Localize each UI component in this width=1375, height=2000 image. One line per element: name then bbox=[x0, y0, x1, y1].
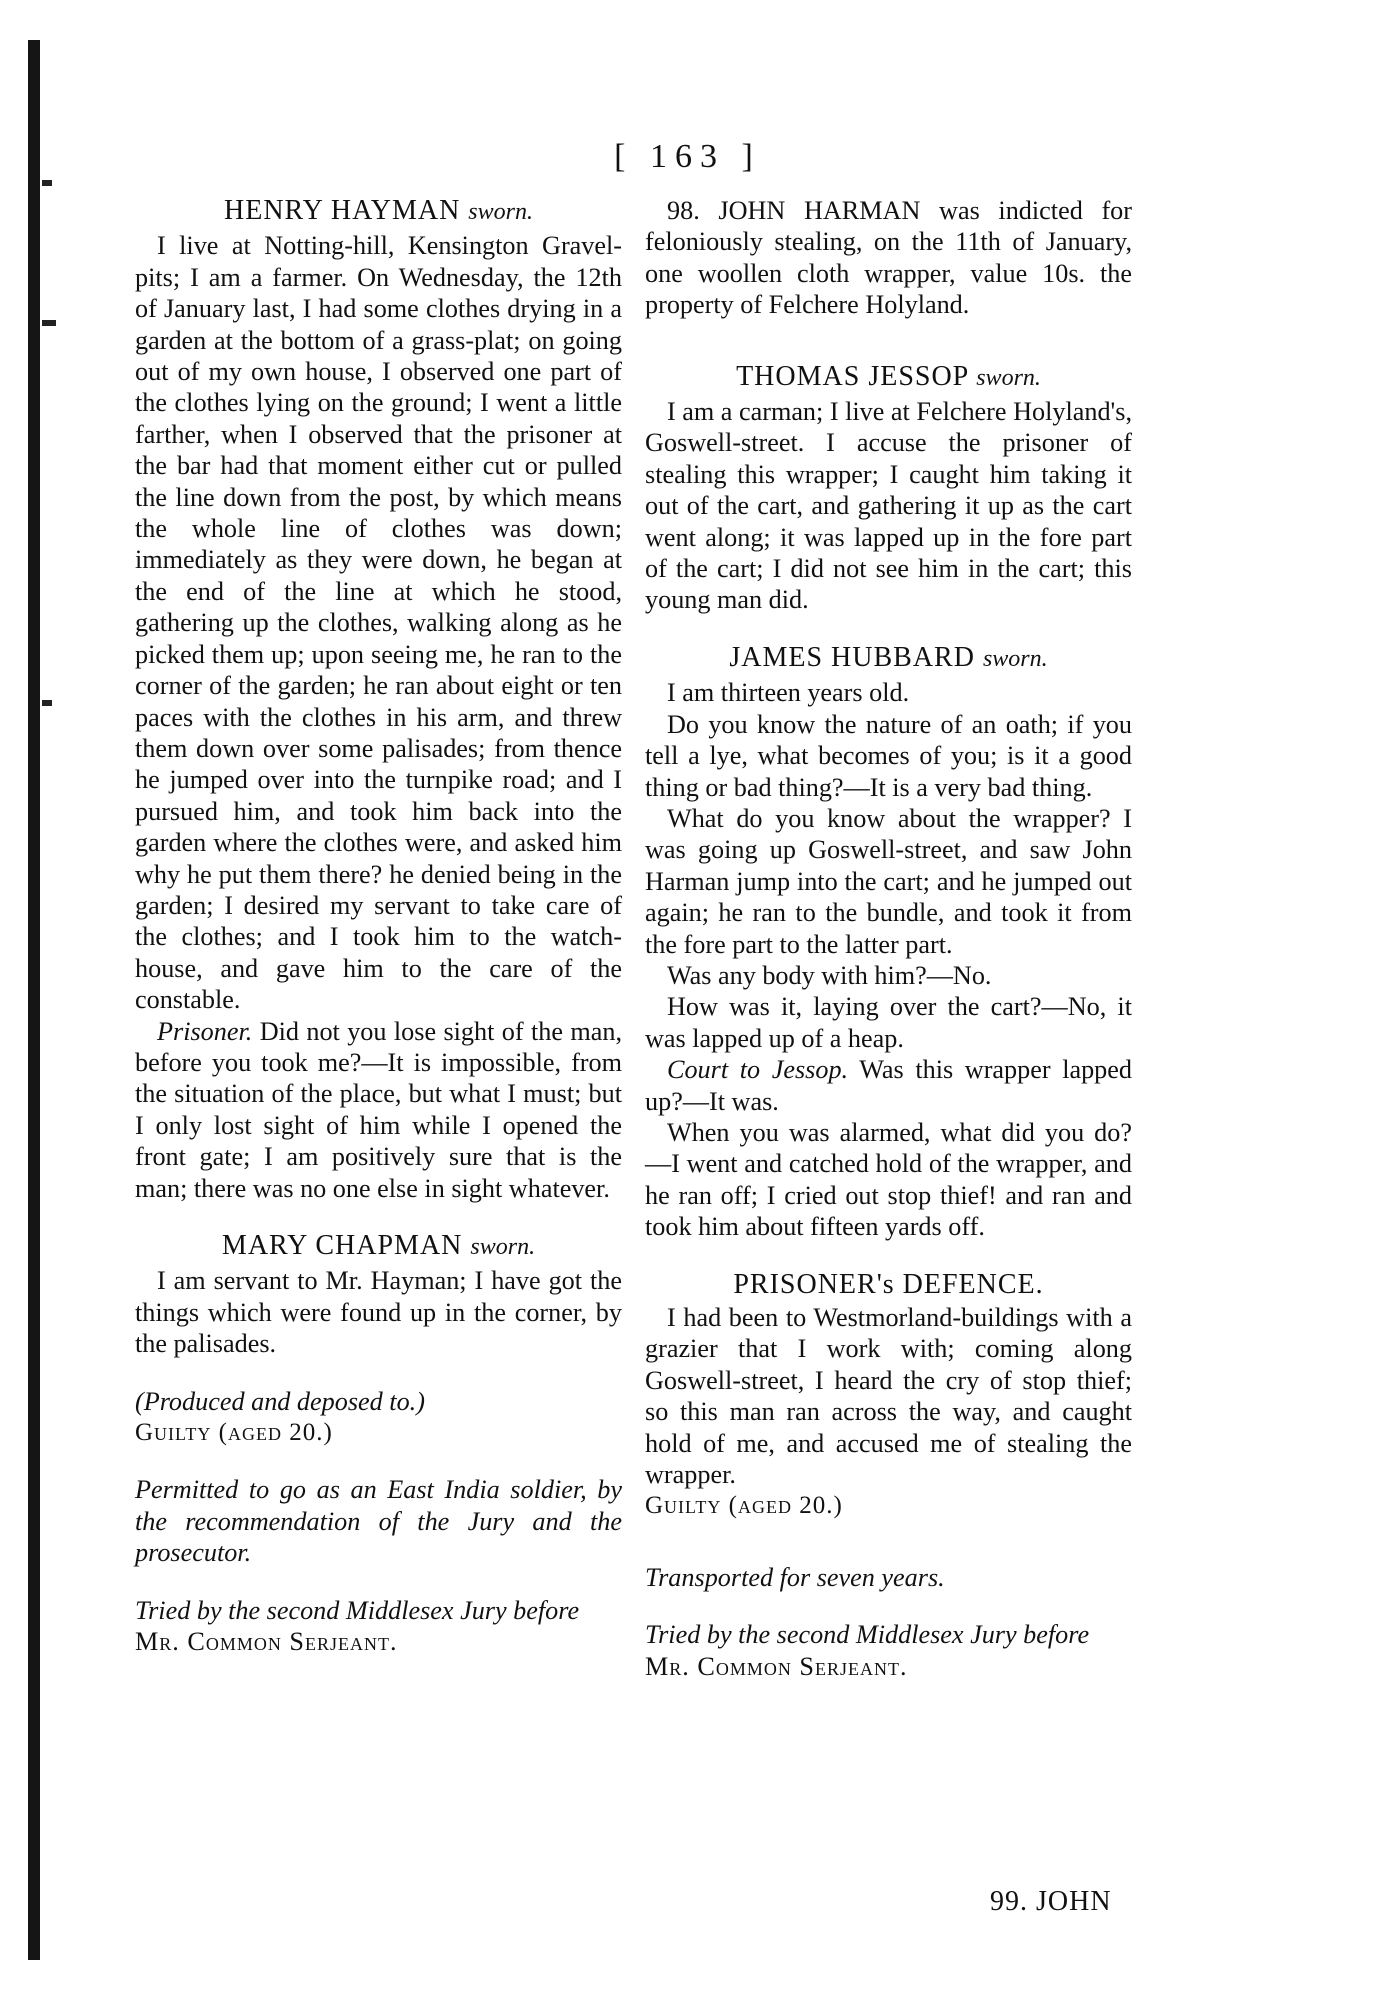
right-column bbox=[645, 195, 1132, 1682]
witness-name: JAMES HUBBARD bbox=[729, 641, 975, 673]
produced-note: (Produced and deposed to.) bbox=[135, 1386, 425, 1416]
witness-heading bbox=[135, 1230, 622, 1263]
catchword: 99. JOHN bbox=[990, 1886, 1112, 1917]
testimony-paragraph: Was any body with him?—No. bbox=[667, 960, 992, 990]
verdict: Guilty (aged 20.) bbox=[135, 1419, 333, 1447]
trial-note: Tried by the second Middlesex Jury before bbox=[135, 1595, 580, 1625]
cross-examination-text: Did not you lose sight of the man, before you took me?—It is impossible, from the situation of the place, but what I must; but I only lost sight of him while I opened the front gate; I am positively sure that is the man; there was no one else in sight whatever. bbox=[135, 1016, 622, 1203]
trial-note: Tried by the second Middlesex Jury before bbox=[645, 1620, 1090, 1650]
binding-fleck bbox=[42, 320, 56, 326]
witness-heading bbox=[645, 642, 1132, 675]
testimony-paragraph: Do you know the nature of an oath; if you tell a lye, what becomes of you; is it a good thing or bad thing?—It is a very bad thing. bbox=[645, 709, 1132, 802]
testimony-paragraph: When you was alarmed, what did you do?—I went and catched hold of the wrapper, and he ran off; I cried out stop thief! and ran and took him about fifteen yards off. bbox=[645, 1117, 1132, 1242]
sworn-label: sworn. bbox=[468, 199, 533, 225]
binding-fleck bbox=[42, 180, 52, 186]
sworn-label: sworn. bbox=[982, 645, 1048, 672]
speaker-label: Court to Jessop. bbox=[667, 1055, 849, 1085]
trial-judge: Mr. Common Serjeant. bbox=[135, 1627, 398, 1657]
sentence: Permitted to go as an East India soldier, by the recommendation of the Jury and the prosecutor. bbox=[135, 1475, 622, 1568]
court-question-text: Was this wrapper lapped up?—It was. bbox=[645, 1055, 1132, 1116]
trial-judge: Mr. Common Serjeant. bbox=[645, 1651, 908, 1681]
cross-examination-paragraph bbox=[135, 1016, 622, 1204]
binding-edge bbox=[28, 40, 40, 1960]
witness-heading bbox=[645, 361, 1132, 394]
sentence: Transported for seven years. bbox=[645, 1562, 945, 1592]
speaker-label: Prisoner. bbox=[157, 1016, 253, 1046]
testimony-paragraph: What do you know about the wrapper? I was going up Goswell-street, and saw John Harman jump into the cart; and he jumped out again; he ran to the bundle, and took it from the fore part to the latter part. bbox=[645, 803, 1132, 959]
indictment: 98. JOHN HARMAN was indicted for feloniously stealing, on the 11th of January, one woollen cloth wrapper, value 10s. the property of Felchere Holyland. bbox=[645, 196, 1132, 320]
verdict: Guilty (aged 20.) bbox=[645, 1492, 843, 1520]
binding-fleck bbox=[42, 700, 52, 706]
court-question-paragraph bbox=[645, 1054, 1132, 1117]
testimony-paragraph: I am thirteen years old. bbox=[667, 678, 910, 708]
testimony-paragraph: I am a carman; I live at Felchere Holyland's, Goswell-street. I accuse the prisoner of stealing this wrapper; I caught him taking it out of the cart, and gathering it up as the cart went along; it was lapped up in the fore part of the cart; I did not see him in the cart; this young man did. bbox=[645, 397, 1132, 615]
witness-heading bbox=[135, 195, 622, 228]
witness-name: THOMAS JESSOP bbox=[736, 360, 969, 392]
defence-paragraph: I had been to Westmorland-buildings with a grazier that I work with; coming along Goswell-street, I heard the cry of stop thief; so this man ran across the way, and caught hold of me, and accused me of stealing the wrapper. bbox=[645, 1303, 1132, 1490]
defence-heading: PRISONER's DEFENCE. bbox=[733, 1268, 1044, 1300]
testimony-paragraph: I am servant to Mr. Hayman; I have got the things which were found up in the corner, by the palisades. bbox=[135, 1266, 622, 1359]
witness-name: MARY CHAPMAN bbox=[221, 1230, 463, 1261]
testimony-paragraph: How was it, laying over the cart?—No, it was lapped up of a heap. bbox=[645, 992, 1132, 1053]
left-column bbox=[135, 195, 622, 1657]
testimony-paragraph: I live at Notting-hill, Kensington Gravel-pits; I am a farmer. On Wednesday, the 12th of January last, I had some clothes drying in a garden at the bottom of a grass-plat; on going out of my own house, I observed one part of the clothes lying on the ground; I went a little farther, when I observed that the prisoner at the bar had that moment either cut or pulled the line down from the post, by which means the whole line of clothes was down; immediately as they were down, he began at the end of the line at which he stood, gathering up the clothes, walking along as he picked them up; upon seeing me, he ran to the corner of the garden; he ran about eight or ten paces with the clothes in his arm, and threw them down over some palisades; from thence he jumped over into the turnpike road; and I pursued him, and took him back into the garden where the clothes were, and asked him why he put them there? he denied being in the garden; I desired my servant to take care of the clothes; and I took him to the watch-house, and gave him to the care of the constable. bbox=[135, 231, 622, 1015]
witness-name: HENRY HAYMAN bbox=[224, 195, 461, 226]
sworn-label: sworn. bbox=[470, 1234, 536, 1260]
page-number: [ 163 ] bbox=[614, 138, 761, 175]
sworn-label: sworn. bbox=[976, 364, 1041, 391]
